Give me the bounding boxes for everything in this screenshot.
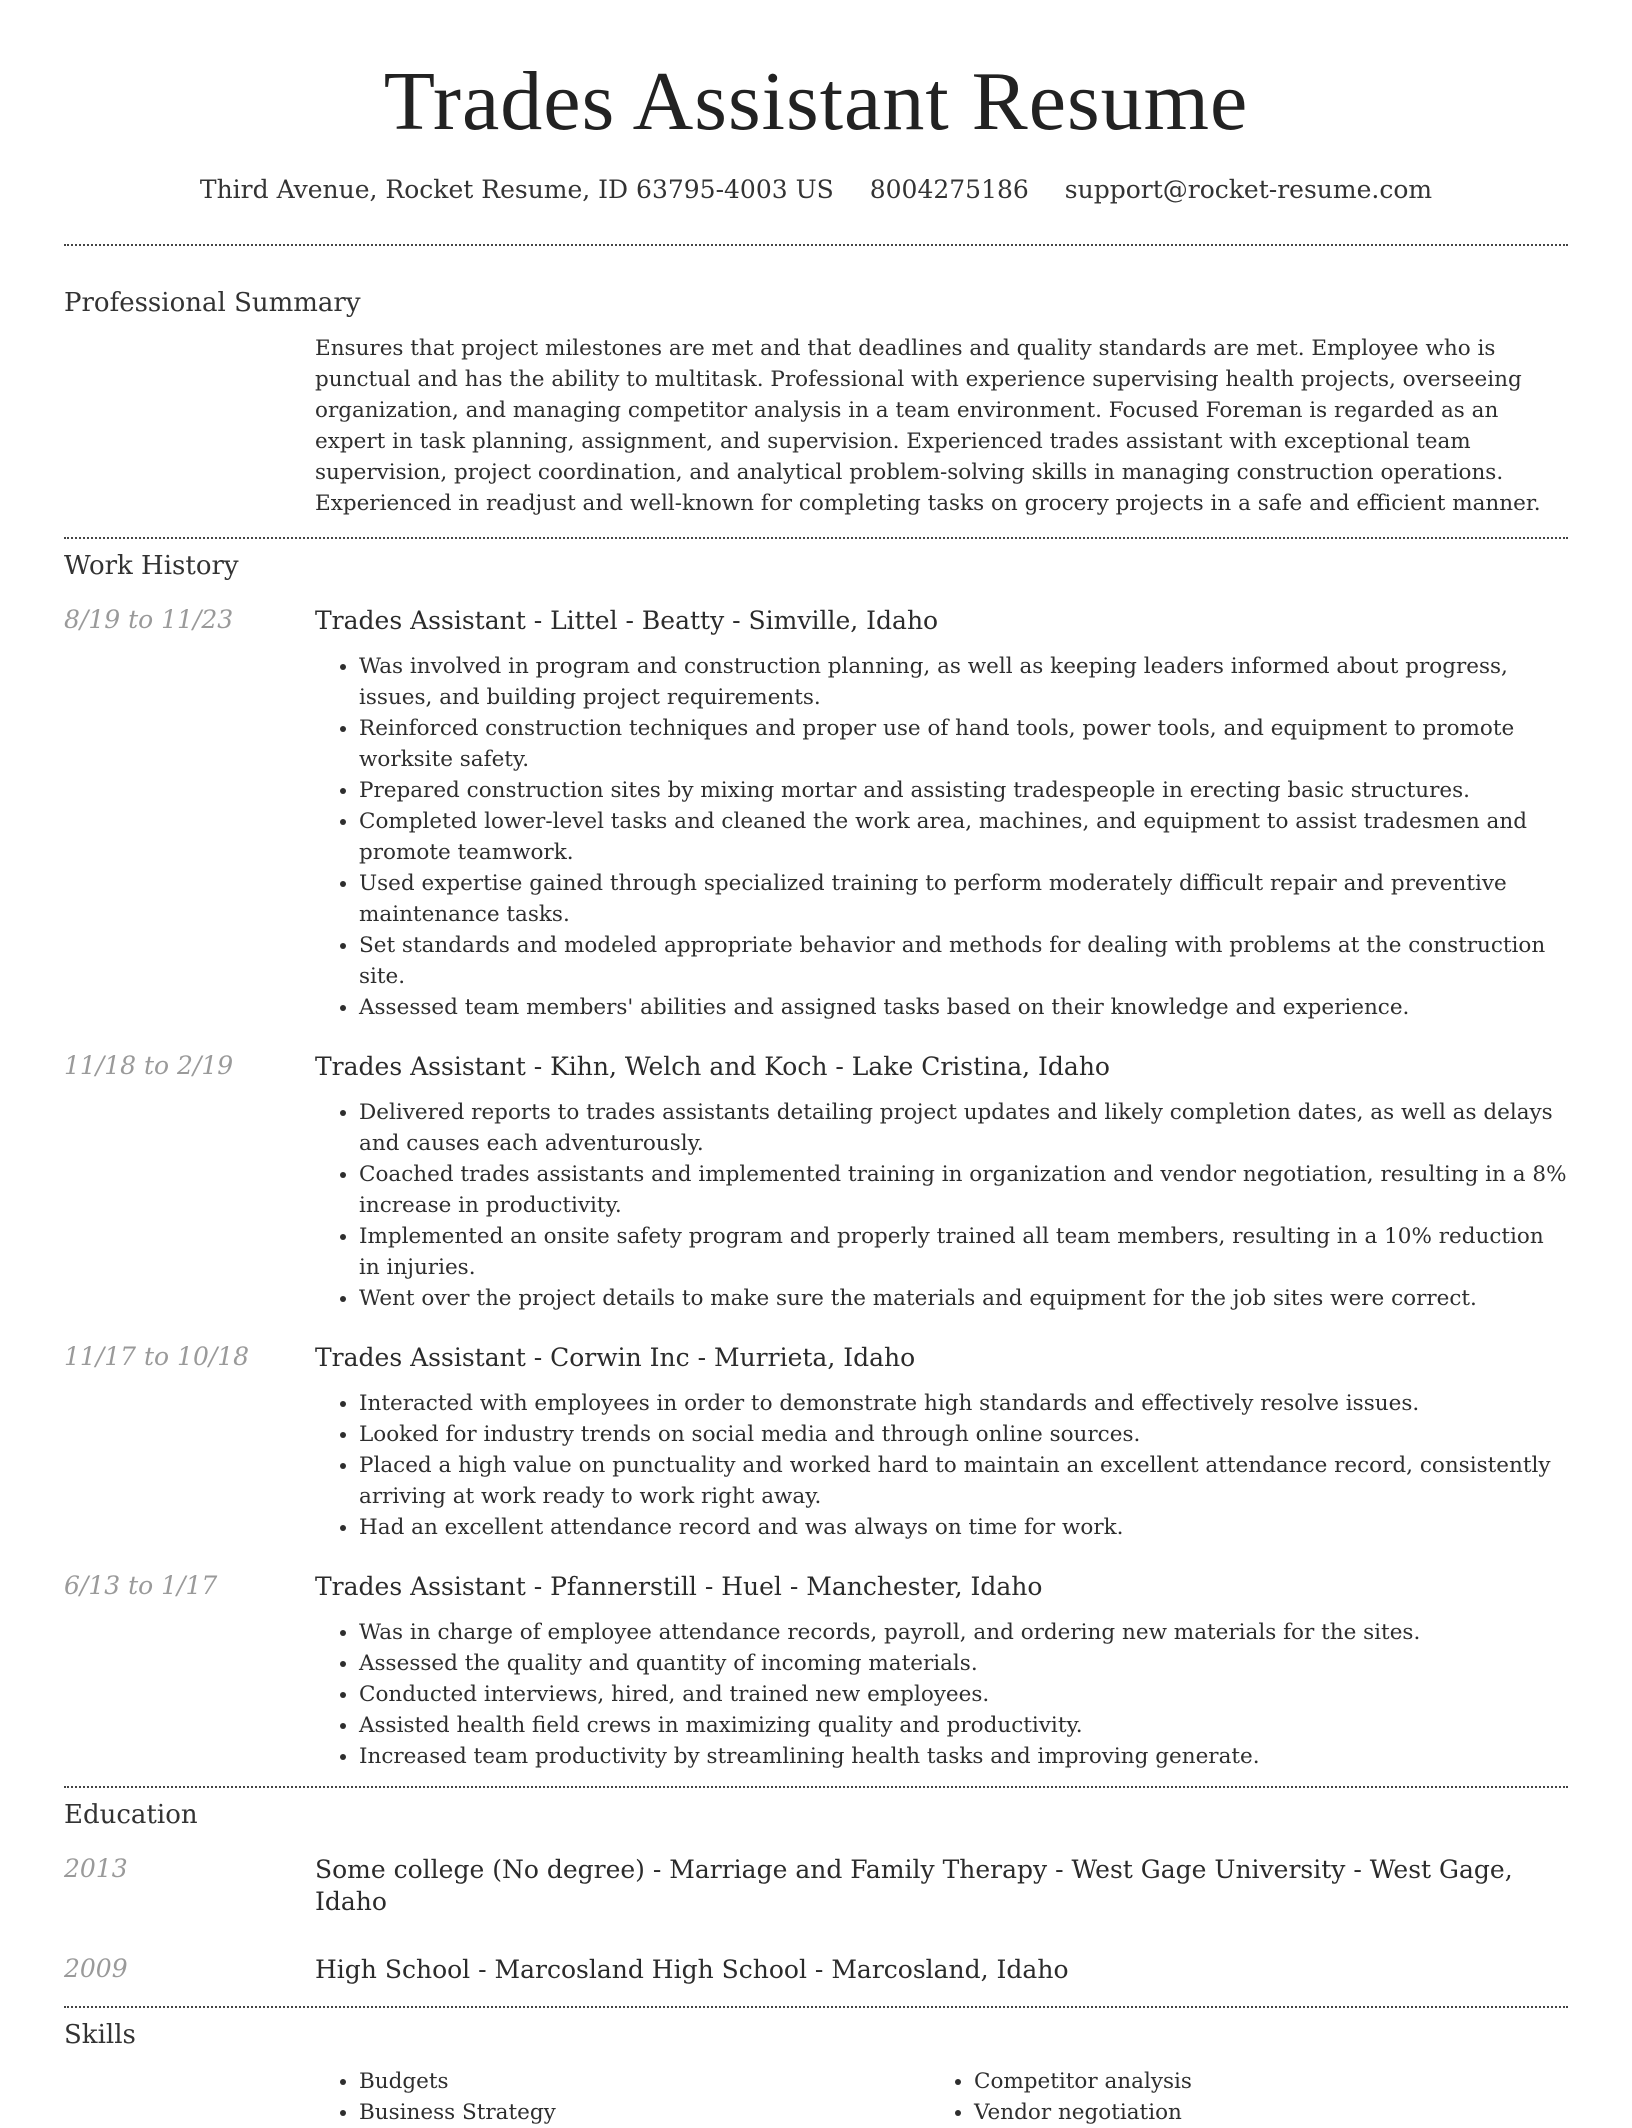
- list-item: • Business Strategy: [359, 2097, 930, 2128]
- list-item: • Implemented an onsite safety program and properly trained all team members, resulting in a 10% reduction in injuries.: [359, 1221, 1568, 1283]
- job-bullets: [315, 1097, 1568, 1314]
- divider: [64, 2006, 1568, 2008]
- list-item: • Prepared construction sites by mixing mortar and assisting tradespeople in erecting basic structures.: [359, 775, 1568, 806]
- list-item: • Conducted interviews, hired, and trained new employees.: [359, 1679, 1568, 1710]
- list-item: • Reinforced construction techniques and proper use of hand tools, power tools, and equipment to promote worksite safety.: [359, 713, 1568, 775]
- divider: [64, 537, 1568, 539]
- list-item: • Competitor analysis: [974, 2066, 1545, 2097]
- job-entry: [64, 605, 1568, 1023]
- contact-email: support@rocket-resume.com: [1064, 175, 1433, 204]
- divider: [64, 1786, 1568, 1788]
- contact-address: Third Avenue, Rocket Resume, ID 63795-4003 US: [199, 175, 834, 204]
- list-item: • Set standards and modeled appropriate behavior and methods for dealing with problems at the construction site.: [359, 930, 1568, 992]
- education-year: 2013: [64, 1854, 128, 1883]
- job-bullets: [315, 1388, 1568, 1543]
- list-item: • Placed a high value on punctuality and worked hard to maintain an excellent attendance record, consistently arriving at work ready to work right away.: [359, 1450, 1568, 1512]
- job-dates: 11/17 to 10/18: [64, 1342, 250, 1371]
- skills-column-left: [315, 2066, 930, 2128]
- job-title: Trades Assistant - Littel - Beatty - Simville, Idaho: [315, 606, 939, 635]
- job-bullets: [315, 1617, 1568, 1772]
- list-item: • Coached trades assistants and implemented training in organization and vendor negotiation, resulting in a 8% increase in productivity.: [359, 1159, 1568, 1221]
- contact-line: [64, 174, 1568, 206]
- list-item: • Assessed team members' abilities and assigned tasks based on their knowledge and experience.: [359, 992, 1568, 1023]
- list-item: • Vendor negotiation: [974, 2097, 1545, 2128]
- list-item: • Had an excellent attendance record and was always on time for work.: [359, 1512, 1568, 1543]
- list-item: • Looked for industry trends on social media and through online sources.: [359, 1419, 1568, 1450]
- job-entry: [64, 1342, 1568, 1543]
- summary-text: Ensures that project milestones are met and that deadlines and quality standards are met. Employee who is punctual and has the ability to multitask. Professional with experience supervising health projects, overseeing organization, and managing competitor analysis in a team environment. Focused Foreman is regarded as an expert in task planning, assignment, and supervision. Experienced trades assistant with exceptional team supervision, project coordination, and analytical problem-solving skills in managing construction operations. Experienced in readjust and well-known for completing tasks on grocery projects in a safe and efficient manner.: [315, 336, 1541, 516]
- education-year: 2009: [64, 1954, 128, 1983]
- job-dates: 8/19 to 11/23: [64, 605, 234, 634]
- education-text: Some college (No degree) - Marriage and Family Therapy - West Gage University - West Gage, Idaho: [315, 1855, 1513, 1916]
- list-item: • Delivered reports to trades assistants detailing project updates and likely completion dates, as well as delays and causes each adventurously.: [359, 1097, 1568, 1159]
- resume-page: [64, 0, 1568, 2128]
- list-item: • Increased team productivity by streamlining health tasks and improving generate.: [359, 1741, 1568, 1772]
- section-heading-work: Work History: [64, 551, 239, 581]
- divider: [64, 244, 1568, 246]
- resume-title: Trades Assistant Resume: [383, 55, 1249, 148]
- skills-list: [315, 2066, 1568, 2128]
- job-dates: 6/13 to 1/17: [64, 1571, 218, 1600]
- job-entry: [64, 1051, 1568, 1314]
- job-bullets: [315, 651, 1568, 1023]
- education-entry: [64, 1854, 1568, 1918]
- list-item: • Was involved in program and construction planning, as well as keeping leaders informed about progress, issues, and building project requirements.: [359, 651, 1568, 713]
- list-item: • Completed lower-level tasks and cleaned the work area, machines, and equipment to assist tradesmen and promote teamwork.: [359, 806, 1568, 868]
- list-item: • Used expertise gained through specialized training to perform moderately difficult repair and preventive maintenance tasks.: [359, 868, 1568, 930]
- education-text: High School - Marcosland High School - Marcosland, Idaho: [315, 1955, 1069, 1984]
- list-item: • Budgets: [359, 2066, 930, 2097]
- section-heading-summary: Professional Summary: [64, 288, 361, 318]
- list-item: • Assessed the quality and quantity of incoming materials.: [359, 1648, 1568, 1679]
- section-heading-skills: Skills: [64, 2020, 136, 2050]
- section-heading-education: Education: [64, 1800, 198, 1830]
- job-entry: [64, 1571, 1568, 1772]
- skills-column-right: [930, 2066, 1545, 2128]
- summary-row: [64, 333, 1568, 519]
- skills-row: [64, 2066, 1568, 2128]
- list-item: • Assisted health field crews in maximizing quality and productivity.: [359, 1710, 1568, 1741]
- list-item: • Interacted with employees in order to demonstrate high standards and effectively resolve issues.: [359, 1388, 1568, 1419]
- list-item: • Went over the project details to make sure the materials and equipment for the job sites were correct.: [359, 1283, 1568, 1314]
- education-entry: [64, 1954, 1568, 1986]
- job-dates: 11/18 to 2/19: [64, 1051, 234, 1080]
- list-item: • Was in charge of employee attendance records, payroll, and ordering new materials for the sites.: [359, 1617, 1568, 1648]
- job-title: Trades Assistant - Pfannerstill - Huel - Manchester, Idaho: [315, 1572, 1043, 1601]
- job-title: Trades Assistant - Corwin Inc - Murrieta, Idaho: [315, 1343, 916, 1372]
- contact-phone: 8004275186: [869, 175, 1029, 204]
- summary-spacer: [64, 333, 315, 519]
- job-title: Trades Assistant - Kihn, Welch and Koch - Lake Cristina, Idaho: [315, 1052, 1110, 1081]
